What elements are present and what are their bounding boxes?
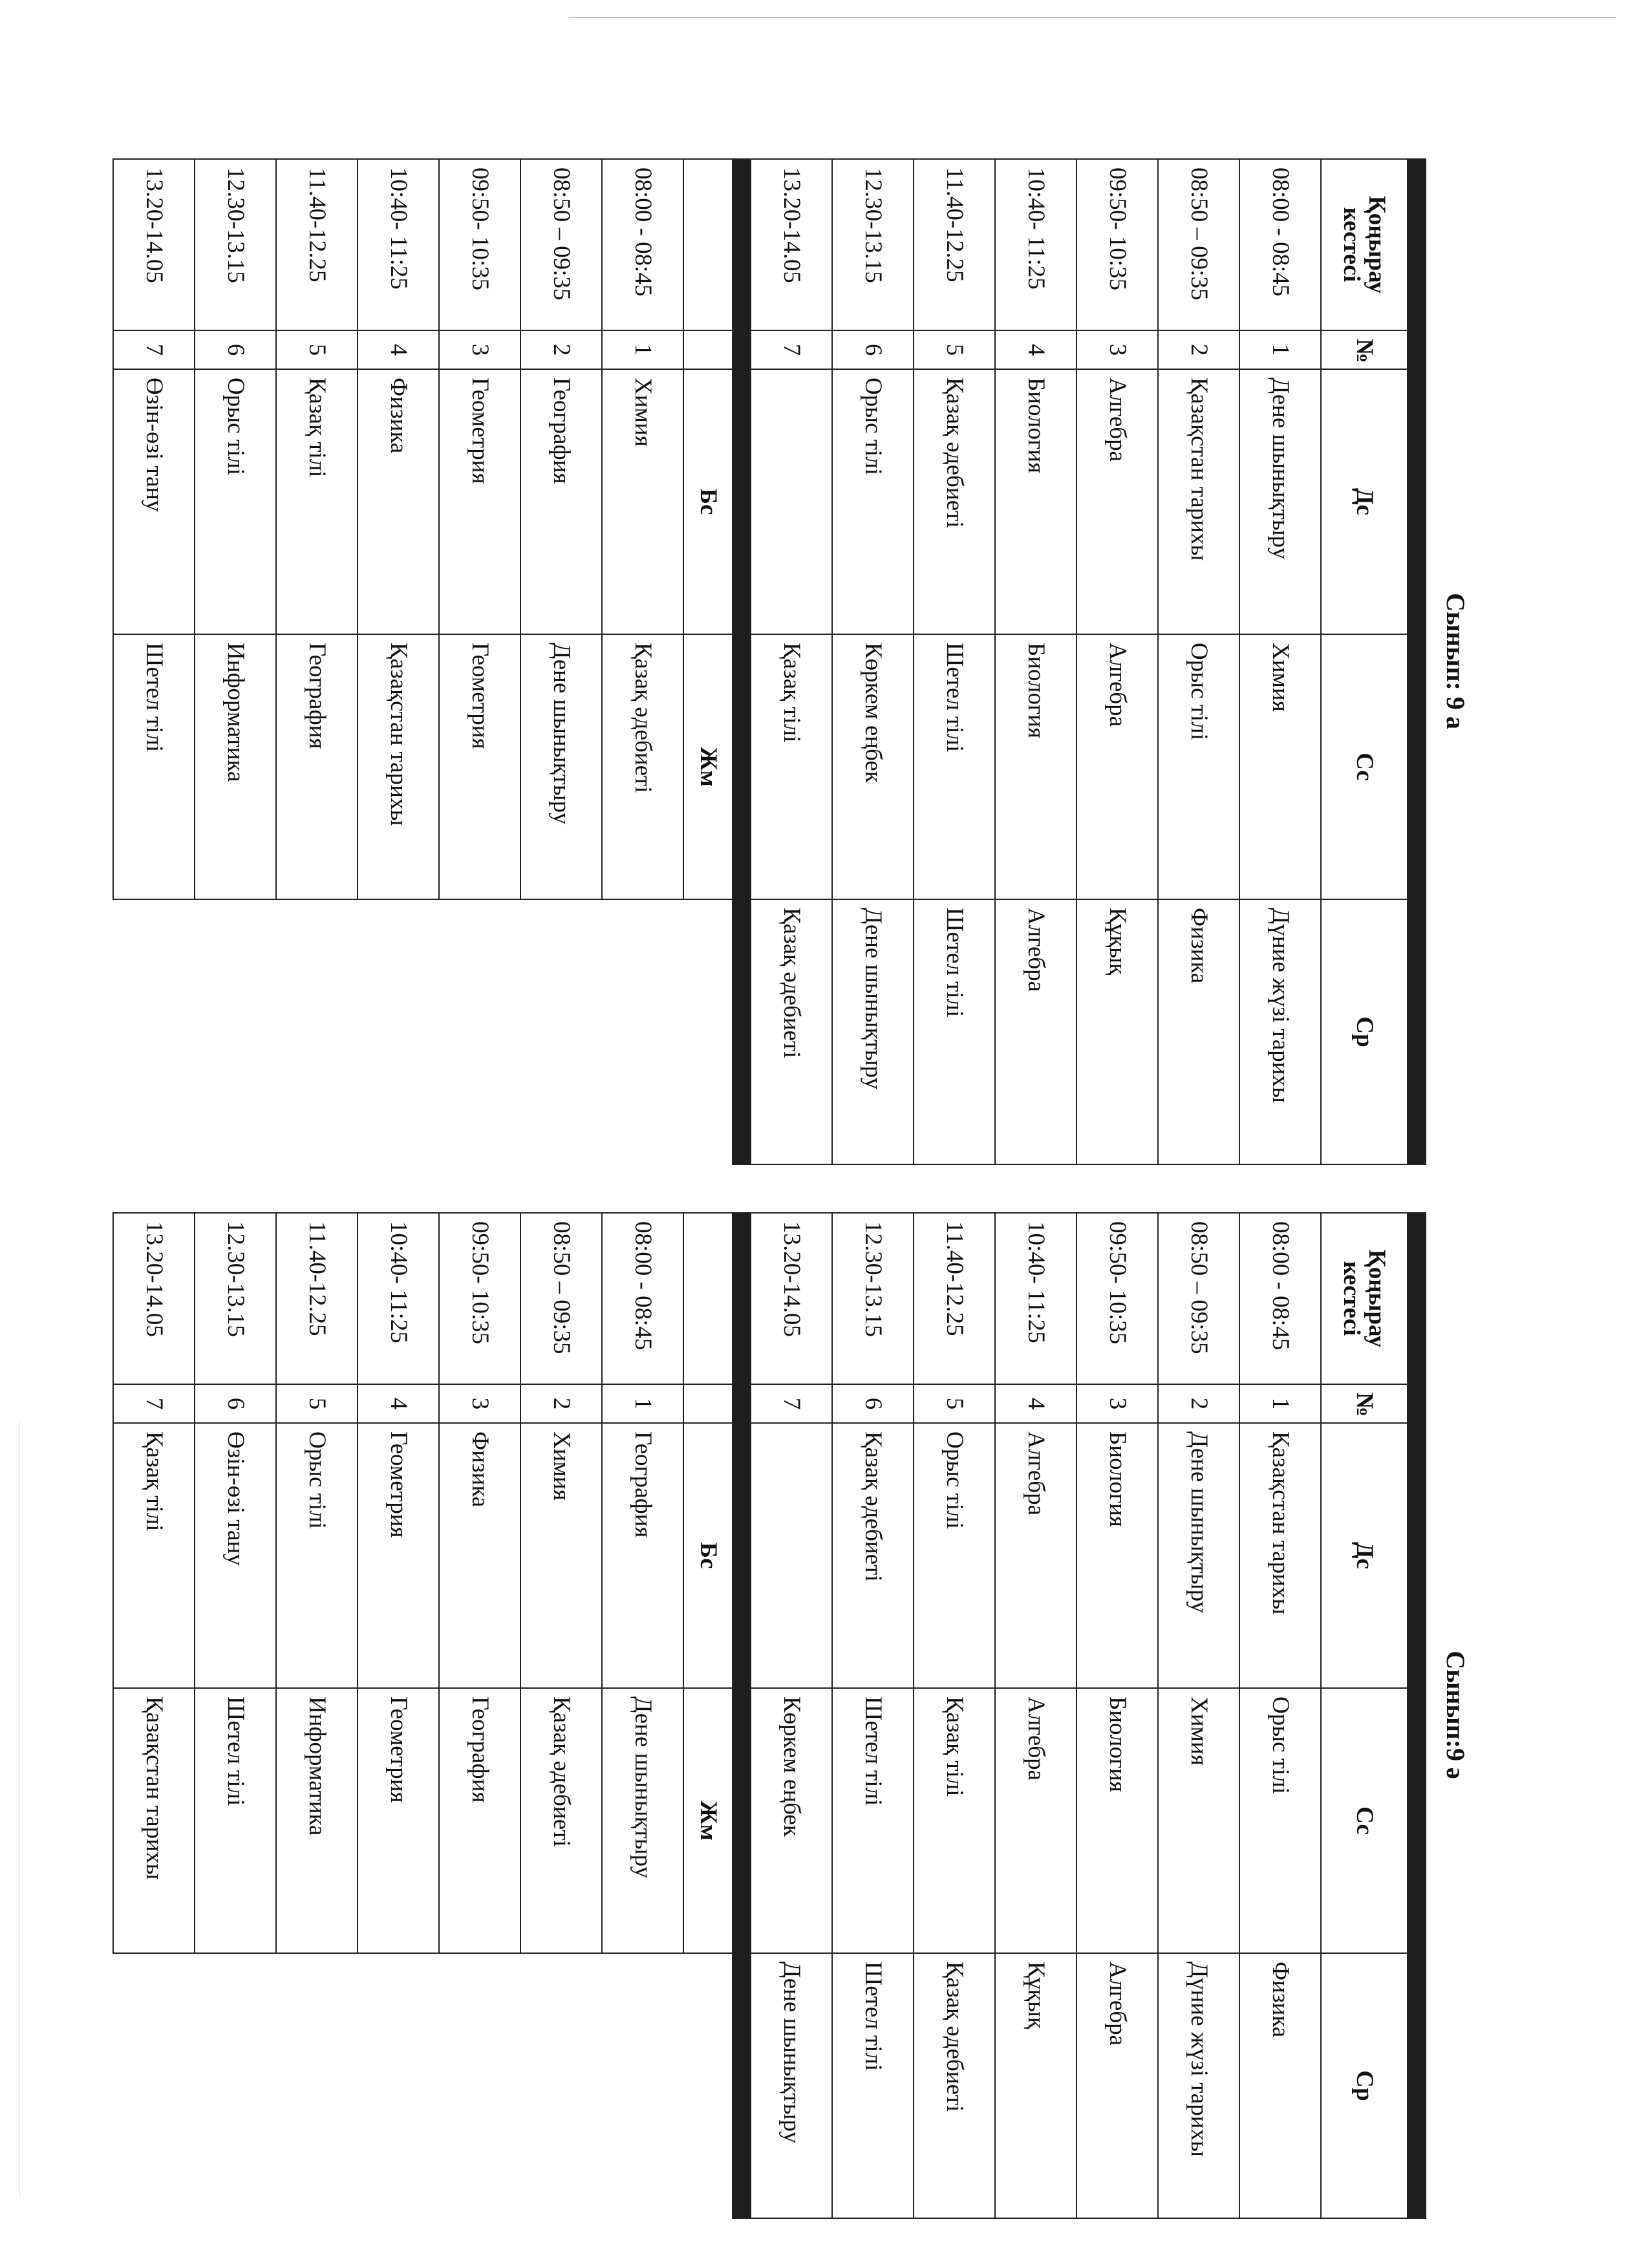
- lesson-time: 13.20-14.05: [113, 1213, 195, 1384]
- subject-cell: Өзін-өзі тану: [113, 369, 195, 634]
- lesson-time: 11.40-12.25: [914, 159, 995, 330]
- subject-cell: Информатика: [276, 1688, 358, 1953]
- lesson-time: 10:40- 11:25: [358, 1213, 439, 1384]
- subject-cell: Алгебра: [1077, 634, 1158, 899]
- subject-cell: Химия: [520, 1423, 602, 1688]
- blank-space: [520, 1953, 602, 2218]
- lesson-row: [995, 1213, 1077, 2218]
- bell-schedule-header: Қоңырау кестесі: [1321, 159, 1408, 330]
- lesson-number: 7: [751, 330, 832, 369]
- subject-cell: [751, 1423, 832, 1688]
- lesson-row: [439, 159, 520, 1164]
- lesson-row: [1239, 159, 1321, 1164]
- day-header: Бс: [683, 369, 733, 634]
- subject-cell: Көркем еңбек: [832, 634, 914, 899]
- lesson-time: 08:50 – 09:35: [520, 1213, 602, 1384]
- subject-cell: Дене шынықтыру: [520, 634, 602, 899]
- lesson-number: 3: [439, 330, 520, 369]
- lesson-time: 10:40- 11:25: [995, 159, 1077, 330]
- lesson-time: 12.30-13.15: [832, 159, 914, 330]
- lesson-time: 08:00 - 08:45: [602, 159, 683, 330]
- subject-cell: Өзін-өзі тану: [195, 1423, 276, 1688]
- lesson-row: [914, 159, 995, 1164]
- lesson-time: 10:40- 11:25: [995, 1213, 1077, 1384]
- blank-header: [683, 330, 733, 369]
- blank-space: [439, 899, 520, 1164]
- lesson-row: [1077, 1213, 1158, 2218]
- subject-cell: Қазақстан тарихы: [113, 1688, 195, 1953]
- lesson-number: 5: [276, 1384, 358, 1423]
- lesson-row: [751, 159, 832, 1164]
- lesson-time: 11.40-12.25: [276, 159, 358, 330]
- subject-cell: Физика: [439, 1423, 520, 1688]
- lesson-row: [113, 1213, 195, 2218]
- subject-cell: Физика: [1158, 899, 1239, 1164]
- lesson-number: 5: [914, 330, 995, 369]
- lesson-time: 10:40- 11:25: [358, 159, 439, 330]
- lesson-time: 11.40-12.25: [276, 1213, 358, 1384]
- lesson-number: 6: [832, 330, 914, 369]
- blank-header: [683, 1213, 733, 1384]
- lesson-number: 6: [832, 1384, 914, 1423]
- lesson-time: 13.20-14.05: [113, 159, 195, 330]
- blank-space: [602, 899, 683, 1164]
- subject-cell: Қазақстан тарихы: [1158, 369, 1239, 634]
- subject-cell: Алгебра: [995, 1423, 1077, 1688]
- day-header: Ср: [1321, 899, 1408, 1164]
- lesson-number: 1: [1239, 1384, 1321, 1423]
- subject-cell: Қазақ әдебиеті: [751, 899, 832, 1164]
- lesson-row: [520, 159, 602, 1164]
- lesson-number: 7: [113, 330, 195, 369]
- lesson-number: 3: [1077, 330, 1158, 369]
- lesson-number-header: №: [1321, 330, 1408, 369]
- subject-cell: Биология: [1077, 1423, 1158, 1688]
- subject-cell: Орыс тілі: [1239, 1688, 1321, 1953]
- subject-cell: Информатика: [195, 634, 276, 899]
- subject-cell: Қазақ тілі: [914, 1688, 995, 1953]
- blank-space: [358, 899, 439, 1164]
- subject-cell: Биология: [1077, 1688, 1158, 1953]
- lesson-row: [914, 1213, 995, 2218]
- subject-cell: Қазақ әдебиеті: [832, 1423, 914, 1688]
- subject-cell: Физика: [1239, 1953, 1321, 2218]
- lesson-number: 5: [914, 1384, 995, 1423]
- subject-cell: Орыс тілі: [914, 1423, 995, 1688]
- lesson-row: [832, 159, 914, 1164]
- lesson-number: 2: [1158, 330, 1239, 369]
- blank-space: [276, 899, 358, 1164]
- lesson-row: [195, 1213, 276, 2218]
- scan-edge-line: [19, 1422, 20, 2198]
- lesson-number: 3: [439, 1384, 520, 1423]
- lesson-row: [751, 1213, 832, 2218]
- scan-edge-line: [569, 17, 1616, 18]
- schedule-title: Сынып:9 ә: [1441, 1651, 1470, 1779]
- lesson-number: 4: [995, 330, 1077, 369]
- subject-cell: Орыс тілі: [276, 1423, 358, 1688]
- lesson-row: [1077, 159, 1158, 1164]
- day-header: Сс: [1321, 1688, 1408, 1953]
- blank-space: [520, 899, 602, 1164]
- lesson-number: 4: [358, 1384, 439, 1423]
- blank-space: [602, 1953, 683, 2218]
- header-row: [683, 1213, 733, 2218]
- lesson-time: 12.30-13.15: [832, 1213, 914, 1384]
- subject-cell: Шетел тілі: [914, 634, 995, 899]
- subject-cell: Қазақ әдебиеті: [602, 634, 683, 899]
- subject-cell: [751, 369, 832, 634]
- lesson-row: [113, 159, 195, 1164]
- blank-space: [358, 1953, 439, 2218]
- lesson-row: [520, 1213, 602, 2218]
- lesson-row: [195, 159, 276, 1164]
- lesson-row: [276, 159, 358, 1164]
- subject-cell: Орыс тілі: [1158, 634, 1239, 899]
- day-header: Сс: [1321, 634, 1408, 899]
- lesson-time: 09:50- 10:35: [1077, 1213, 1158, 1384]
- subject-cell: Дене шынықтыру: [751, 1953, 832, 2218]
- subject-cell: Алгебра: [995, 899, 1077, 1164]
- subject-cell: География: [602, 1423, 683, 1688]
- blank-space: [195, 899, 276, 1164]
- blank-space: [439, 1953, 520, 2218]
- subject-cell: Құқық: [1077, 899, 1158, 1164]
- lesson-number: 3: [1077, 1384, 1158, 1423]
- lesson-number: 5: [276, 330, 358, 369]
- blank-space: [683, 1953, 733, 2218]
- lesson-time: 08:00 - 08:45: [1239, 159, 1321, 330]
- blank-space: [113, 899, 195, 1164]
- lesson-number: 2: [520, 330, 602, 369]
- subject-cell: География: [439, 1688, 520, 1953]
- lesson-row: [1158, 1213, 1239, 2218]
- lesson-time: 09:50- 10:35: [439, 159, 520, 330]
- subject-cell: Биология: [995, 369, 1077, 634]
- subject-cell: Шетел тілі: [113, 634, 195, 899]
- subject-cell: Химия: [1239, 634, 1321, 899]
- lesson-row: [832, 1213, 914, 2218]
- subject-cell: Орыс тілі: [195, 369, 276, 634]
- subject-cell: Биология: [995, 634, 1077, 899]
- lesson-row: [602, 1213, 683, 2218]
- lesson-time: 13.20-14.05: [751, 159, 832, 330]
- lesson-time: 08:50 – 09:35: [1158, 159, 1239, 330]
- subject-cell: Қазақ тілі: [751, 634, 832, 899]
- dark-bar: [733, 1213, 751, 2218]
- subject-cell: Шетел тілі: [832, 1953, 914, 2218]
- lesson-time: 08:00 - 08:45: [1239, 1213, 1321, 1384]
- blank-header: [683, 1384, 733, 1423]
- lesson-row: [358, 159, 439, 1164]
- subject-cell: Алгебра: [1077, 1953, 1158, 2218]
- lesson-time: 11.40-12.25: [914, 1213, 995, 1384]
- subject-cell: Дене шынықтыру: [832, 899, 914, 1164]
- subject-cell: Қазақ тілі: [113, 1423, 195, 1688]
- subject-cell: Геометрия: [358, 1423, 439, 1688]
- lesson-time: 12.30-13.15: [195, 159, 276, 330]
- subject-cell: Қазақ әдебиеті: [914, 1953, 995, 2218]
- subject-cell: Шетел тілі: [914, 899, 995, 1164]
- lesson-row: [602, 159, 683, 1164]
- lesson-number: 1: [602, 1384, 683, 1423]
- lesson-number: 2: [1158, 1384, 1239, 1423]
- subject-cell: Физика: [358, 369, 439, 634]
- blank-header: [683, 159, 733, 330]
- subject-cell: Дене шынықтыру: [1239, 369, 1321, 634]
- subject-cell: Қазақ әдебиеті: [520, 1688, 602, 1953]
- header-row: [683, 159, 733, 1164]
- lesson-number: 2: [520, 1384, 602, 1423]
- lesson-number: 6: [195, 1384, 276, 1423]
- schedule-title: Сынып: 9 а: [1441, 593, 1470, 729]
- day-header: Жм: [683, 634, 733, 899]
- lesson-number: 1: [1239, 330, 1321, 369]
- subject-cell: Химия: [1158, 1688, 1239, 1953]
- lesson-time: 09:50- 10:35: [1077, 159, 1158, 330]
- lesson-time: 12.30-13.15: [195, 1213, 276, 1384]
- subject-cell: Дене шынықтыру: [1158, 1423, 1239, 1688]
- subject-cell: Дене шынықтыру: [602, 1688, 683, 1953]
- subject-cell: Қазақстан тарихы: [1239, 1423, 1321, 1688]
- header-row: [1321, 159, 1408, 1164]
- day-header: Жм: [683, 1688, 733, 1953]
- timetable: [112, 1212, 1426, 2219]
- subject-cell: Көркем еңбек: [751, 1688, 832, 1953]
- subject-cell: Шетел тілі: [195, 1688, 276, 1953]
- lesson-row: [995, 159, 1077, 1164]
- lesson-time: 08:50 – 09:35: [1158, 1213, 1239, 1384]
- subject-cell: Геометрия: [439, 369, 520, 634]
- subject-cell: Алгебра: [995, 1688, 1077, 1953]
- timetable: [112, 158, 1426, 1165]
- lesson-number: 4: [358, 330, 439, 369]
- lesson-number: 4: [995, 1384, 1077, 1423]
- lesson-number: 1: [602, 330, 683, 369]
- lesson-row: [439, 1213, 520, 2218]
- subject-cell: Дүние жүзі тарихы: [1239, 899, 1321, 1164]
- day-header: Ср: [1321, 1953, 1408, 2218]
- dark-bar: [1408, 1213, 1426, 2218]
- blank-space: [276, 1953, 358, 2218]
- subject-cell: Қазақ әдебиеті: [914, 369, 995, 634]
- subject-cell: География: [520, 369, 602, 634]
- day-header: Бс: [683, 1423, 733, 1688]
- blank-space: [113, 1953, 195, 2218]
- blank-space: [195, 1953, 276, 2218]
- lesson-number-header: №: [1321, 1384, 1408, 1423]
- subject-cell: Құқық: [995, 1953, 1077, 2218]
- day-header: Дс: [1321, 1423, 1408, 1688]
- subject-cell: Дүние жүзі тарихы: [1158, 1953, 1239, 2218]
- lesson-time: 08:50 – 09:35: [520, 159, 602, 330]
- subject-cell: Химия: [602, 369, 683, 634]
- lesson-number: 6: [195, 330, 276, 369]
- subject-cell: Қазақстан тарихы: [358, 634, 439, 899]
- lesson-row: [1239, 1213, 1321, 2218]
- schedule-9a: [140, 158, 1484, 1164]
- schedule-9e: [140, 1212, 1484, 2218]
- lesson-number: 7: [113, 1384, 195, 1423]
- lesson-time: 13.20-14.05: [751, 1213, 832, 1384]
- lesson-row: [358, 1213, 439, 2218]
- subject-cell: Орыс тілі: [832, 369, 914, 634]
- blank-space: [683, 899, 733, 1164]
- lesson-row: [1158, 159, 1239, 1164]
- header-row: [1321, 1213, 1408, 2218]
- subject-cell: Шетел тілі: [832, 1688, 914, 1953]
- lesson-number: 7: [751, 1384, 832, 1423]
- subject-cell: Алгебра: [1077, 369, 1158, 634]
- dark-bar: [1408, 159, 1426, 1164]
- subject-cell: Қазақ тілі: [276, 369, 358, 634]
- dark-bar: [733, 159, 751, 1164]
- lesson-time: 09:50- 10:35: [439, 1213, 520, 1384]
- subject-cell: Геометрия: [358, 1688, 439, 1953]
- subject-cell: Геометрия: [439, 634, 520, 899]
- lesson-time: 08:00 - 08:45: [602, 1213, 683, 1384]
- bell-schedule-header: Қоңырау кестесі: [1321, 1213, 1408, 1384]
- day-header: Дс: [1321, 369, 1408, 634]
- subject-cell: География: [276, 634, 358, 899]
- lesson-row: [276, 1213, 358, 2218]
